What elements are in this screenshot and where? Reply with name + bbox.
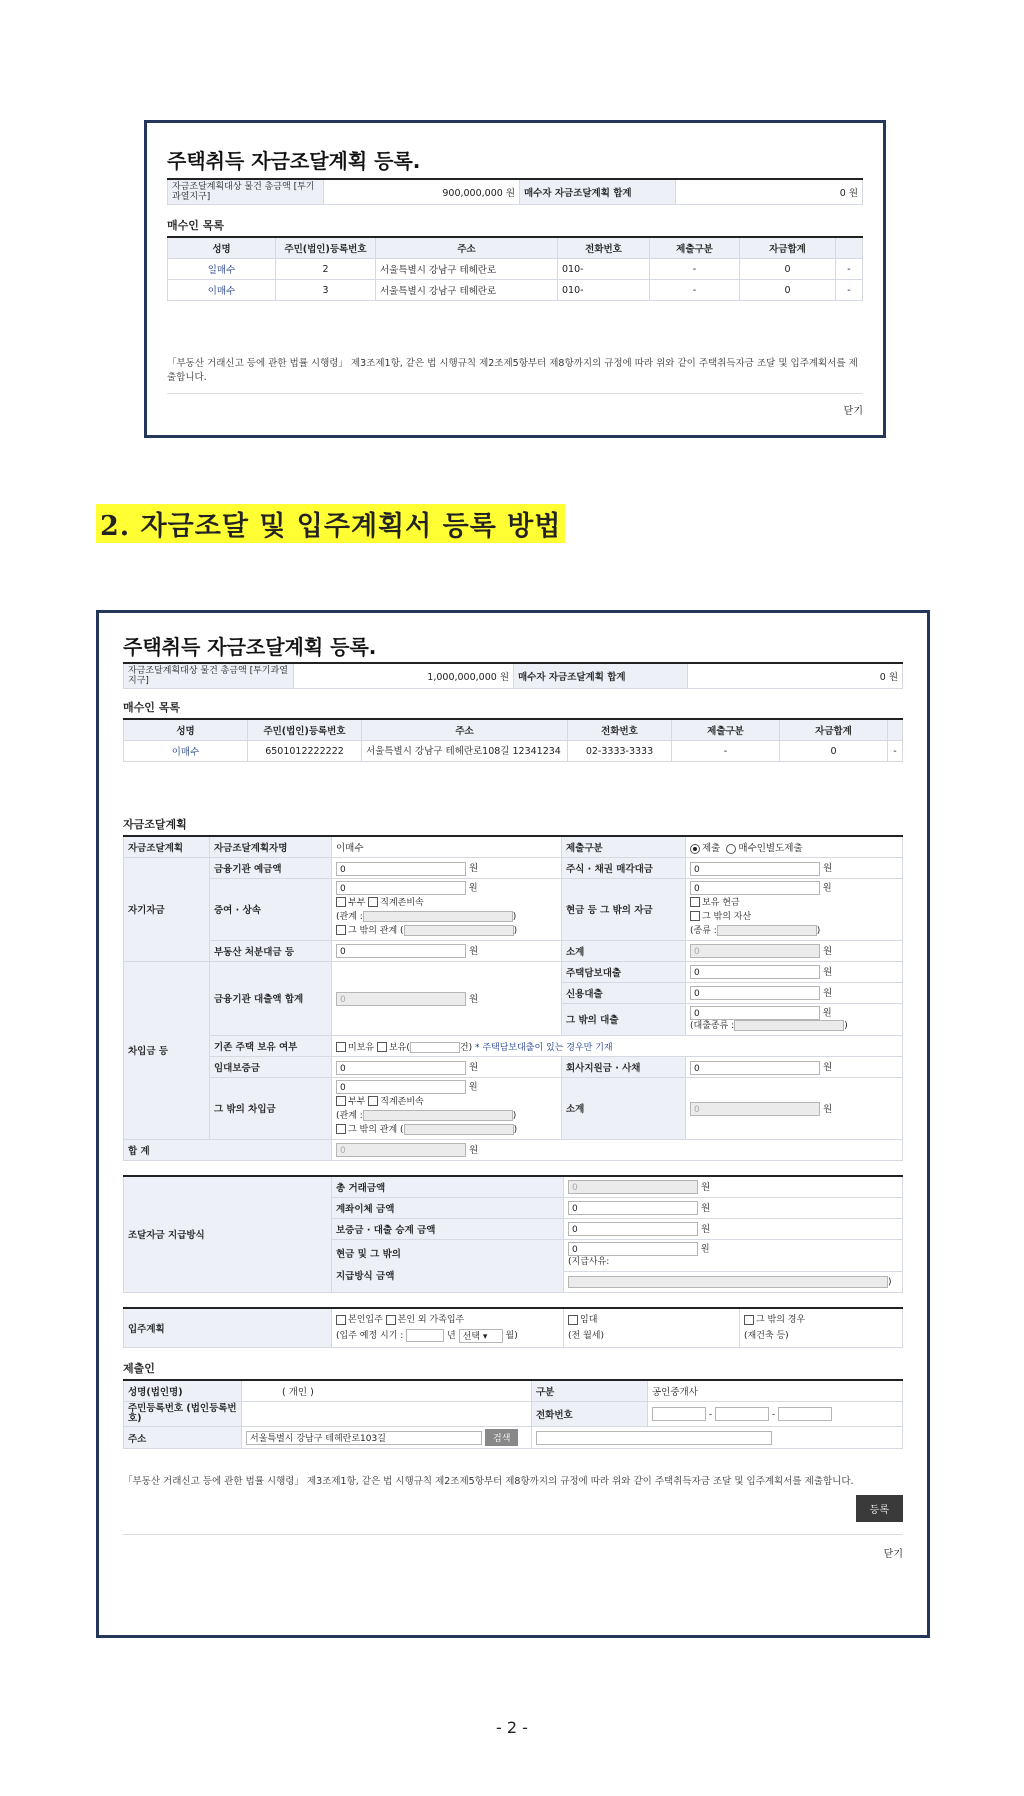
- table-row[interactable]: [168, 259, 863, 280]
- cash-input[interactable]: 0: [690, 881, 820, 895]
- buyer-table: [123, 718, 903, 762]
- reason-label: (지급사유:: [568, 1257, 610, 1267]
- realestate-label: 부동산 처분대금 등: [210, 940, 332, 961]
- summary-label: 자금조달계획대상 물건 총금액 [투기과열지구]: [168, 179, 324, 205]
- sum-label: 매수자 자금조달계획 합계: [514, 663, 688, 689]
- count-unit: 건): [459, 1042, 473, 1053]
- summary-label: 자금조달계획대상 물건 총금액 [투기과열지구]: [124, 663, 294, 689]
- summary-value: 1,000,000,000 원: [294, 663, 514, 689]
- own-count-input[interactable]: [410, 1042, 460, 1053]
- summary-table: [123, 662, 903, 689]
- paren: ): [513, 1124, 518, 1135]
- kind-input[interactable]: [717, 925, 817, 936]
- close-link[interactable]: 닫기: [883, 1549, 903, 1560]
- other-relation-input[interactable]: [404, 925, 514, 936]
- buyer-table: [167, 236, 863, 301]
- legal-notice: 「부동산 거래신고 등에 관한 법률 시행령」 제3조제1항, 같은 법 시행규칙 제2조제5항부터 제8항까지의 규정에 따라 위와 같이 주택취득자금 조달 및 입주계획서를 제출합니다.: [123, 1476, 854, 1487]
- reason-input[interactable]: [568, 1276, 888, 1288]
- col-id: 주민(법인)등록번호: [248, 719, 362, 741]
- submit-type-label: 제출구분: [562, 836, 686, 858]
- section-heading: 2. 자금조달 및 입주계획서 등록 방법: [96, 504, 565, 543]
- summary-table: [167, 178, 863, 205]
- total-trade-input: 0: [568, 1180, 698, 1194]
- buyer-submit: -: [672, 741, 780, 762]
- submitter-name-value: ( 개인 ): [242, 1380, 532, 1402]
- year-unit: 년: [447, 1331, 456, 1341]
- family-move-label: 본인 외 가족입주: [397, 1315, 465, 1325]
- own-subtotal-input: 0: [690, 944, 820, 958]
- submitter-table: [123, 1379, 903, 1449]
- lineal-label: 직계존비속: [380, 897, 424, 908]
- month-unit: 월): [505, 1331, 518, 1341]
- other-relation-checkbox[interactable]: [336, 1124, 346, 1134]
- stock-label: 주식 · 채권 매각대금: [562, 858, 686, 879]
- won-unit: 원: [823, 1062, 833, 1074]
- credit-label: 신용대출: [562, 982, 686, 1003]
- submitter-type-value: 공인중개사: [648, 1380, 903, 1402]
- won-unit: 원: [823, 863, 833, 875]
- funding-plan-table: [123, 835, 903, 1161]
- buyer-name-link[interactable]: 일매수: [168, 259, 276, 280]
- submit-radio[interactable]: [690, 844, 700, 854]
- phone-part1-input[interactable]: [652, 1407, 706, 1421]
- won-unit: 원: [469, 1144, 479, 1156]
- sum-value: 0 원: [676, 179, 863, 205]
- move-in-label: 입주계획: [124, 1308, 332, 1348]
- relation-label: (관계 :: [336, 1110, 363, 1121]
- company-support-input[interactable]: 0: [690, 1061, 820, 1075]
- won-unit: 원: [468, 883, 478, 894]
- lease-checkbox[interactable]: [568, 1315, 578, 1325]
- separate-submit-radio-label: 매수인별도제출: [738, 843, 803, 854]
- paren: ): [888, 1277, 892, 1288]
- submit-type-radios: [686, 836, 903, 858]
- buyer-phone: 010-: [558, 259, 650, 280]
- dash: -: [771, 1409, 776, 1420]
- couple-checkbox[interactable]: [336, 1096, 346, 1106]
- col-address: 주소: [376, 237, 558, 259]
- gift-label: 증여 · 상속: [210, 879, 332, 941]
- subtotal-label: 소계: [562, 940, 686, 961]
- other-borrow-label: 그 밖의 차입금: [210, 1078, 332, 1140]
- panel-2-title: 주택취득 자금조달계획 등록.: [123, 635, 377, 659]
- buyer-extra: -: [888, 741, 903, 762]
- won-unit: 원: [469, 945, 479, 957]
- buyer-phone: 02-3333-3333: [568, 741, 672, 762]
- won-unit: 원: [822, 1008, 832, 1018]
- phone-part3-input[interactable]: [778, 1407, 832, 1421]
- col-phone: 전화번호: [568, 719, 672, 741]
- buyer-extra: -: [836, 259, 863, 280]
- address-search-button[interactable]: 검색: [485, 1429, 518, 1446]
- cash-own-checkbox[interactable]: [690, 897, 700, 907]
- paren: ): [844, 1021, 848, 1031]
- lineal-label: 직계존비속: [380, 1096, 424, 1107]
- chevron-down-icon: ▾: [482, 1331, 488, 1342]
- summary-value: 900,000,000 원: [324, 179, 520, 205]
- submitter-name-label: 성명(법인명): [124, 1380, 242, 1402]
- gift-input[interactable]: 0: [336, 881, 466, 895]
- panel-1-title: 주택취득 자금조달계획 등록.: [167, 149, 421, 173]
- col-extra: [836, 237, 863, 259]
- company-support-label: 회사지원금 · 사채: [562, 1057, 686, 1078]
- other-relation-label: 그 밖의 관계 (: [348, 1124, 404, 1135]
- move-in-table: [123, 1307, 903, 1348]
- buyer-table-header: [124, 719, 903, 741]
- plan-section-title: 자금조달계획: [123, 818, 187, 831]
- mortgage-label: 주택담보대출: [562, 961, 686, 982]
- col-total: 자금합계: [780, 719, 888, 741]
- not-own-checkbox[interactable]: [336, 1042, 346, 1052]
- won-unit: 원: [469, 1062, 479, 1074]
- won-unit: 원: [823, 1103, 833, 1115]
- phone-part2-input[interactable]: [715, 1407, 769, 1421]
- buyer-section-title: 매수인 목록: [123, 701, 180, 714]
- won-unit: 원: [469, 993, 479, 1005]
- won-unit: 원: [822, 883, 832, 894]
- borrow-subtotal-label: 소계: [562, 1078, 686, 1140]
- self-move-label: 본인입주: [348, 1315, 383, 1325]
- other-case-label: 그 밖의 경우: [756, 1315, 806, 1325]
- lineal-checkbox[interactable]: [368, 897, 378, 907]
- lease-label: 임대: [580, 1315, 598, 1325]
- grand-total-label: 합 계: [124, 1139, 332, 1160]
- page-number: - 2 -: [496, 1718, 528, 1737]
- other-relation-label: 그 밖의 관계 (: [348, 925, 404, 936]
- planner-name: 이매수: [332, 836, 562, 858]
- col-name: 성명: [168, 237, 276, 259]
- address-input[interactable]: 서울특별시 강남구 테헤란로103길: [246, 1431, 482, 1445]
- succession-label: 보증금 · 대출 승계 금액: [332, 1218, 564, 1239]
- succession-input[interactable]: 0: [568, 1222, 698, 1236]
- regno-value: [242, 1402, 532, 1427]
- paren: ): [512, 911, 517, 922]
- won-unit: 원: [823, 987, 833, 999]
- relation-input[interactable]: [363, 1110, 513, 1121]
- won-unit: 원: [469, 863, 479, 875]
- buyer-address: 서울특별시 강남구 테헤란로108길 12341234: [362, 741, 568, 762]
- separate-submit-radio[interactable]: [726, 844, 736, 854]
- cash-own-label: 보유 현금: [702, 897, 740, 908]
- month-select-value: 선택: [462, 1331, 481, 1342]
- submitter-section-title: 제출인: [123, 1362, 155, 1375]
- realestate-input[interactable]: 0: [336, 944, 466, 958]
- table-row[interactable]: [168, 280, 863, 301]
- buyer-total: 0: [740, 280, 836, 301]
- paren: ): [816, 925, 821, 936]
- buyer-id: 2: [276, 259, 376, 280]
- schedule-label: (입주 예정 시기 :: [336, 1331, 404, 1341]
- account-transfer-input[interactable]: 0: [568, 1201, 698, 1215]
- deposit-input[interactable]: 0: [336, 862, 466, 876]
- cash-other-label: 현금 및 그 밖의: [336, 1248, 401, 1260]
- cash-label: 현금 등 그 밖의 자금: [562, 879, 686, 941]
- submitter-phone-label: 전화번호: [532, 1402, 648, 1427]
- cash-other-input[interactable]: 0: [568, 1242, 698, 1256]
- own-label: 보유(: [388, 1042, 410, 1053]
- lease-deposit-input[interactable]: 0: [336, 1061, 466, 1075]
- buyer-address: 서울특별시 강남구 테헤란로: [376, 280, 558, 301]
- buyer-submit: -: [650, 259, 740, 280]
- other-assets-checkbox[interactable]: [690, 911, 700, 921]
- method-amount-label: 지급방식 금액: [336, 1270, 395, 1282]
- loan-total-label: 금융기관 대출액 합계: [210, 961, 332, 1036]
- buyer-total: 0: [740, 259, 836, 280]
- won-unit: 원: [823, 945, 833, 957]
- borrowed-label: 차입금 등: [124, 961, 210, 1139]
- col-extra: [888, 719, 903, 741]
- plan-label: 자금조달계획: [124, 836, 210, 858]
- relation-input[interactable]: [363, 911, 513, 922]
- won-unit: 원: [701, 1181, 711, 1193]
- legal-notice: 「부동산 거래신고 등에 관한 법률 시행령」 제3조제1항, 같은 법 시행규칙 제2조제5항부터 제8항까지의 규정에 따라 위와 같이 주택취득자금 조달 및 입주계획서를 제출합니다.: [167, 358, 858, 383]
- own-checkbox[interactable]: [377, 1042, 387, 1052]
- other-loan-label: 그 밖의 대출: [562, 1003, 686, 1036]
- month-select[interactable]: [459, 1329, 503, 1343]
- paren: ): [513, 925, 518, 936]
- won-unit: 원: [701, 1202, 711, 1214]
- table-row[interactable]: [124, 741, 903, 762]
- register-button[interactable]: 등록: [856, 1495, 903, 1522]
- other-case-checkbox[interactable]: [744, 1315, 754, 1325]
- credit-input[interactable]: 0: [690, 986, 820, 1000]
- stock-input[interactable]: 0: [690, 862, 820, 876]
- account-transfer-label: 계좌이체 금액: [332, 1197, 564, 1218]
- lineal-checkbox[interactable]: [368, 1096, 378, 1106]
- payment-method-table: [123, 1175, 903, 1294]
- planner-label: 자금조달계획자명: [210, 836, 332, 858]
- col-submit: 제출구분: [650, 237, 740, 259]
- loan-total-input: 0: [336, 992, 466, 1006]
- col-total: 자금합계: [740, 237, 836, 259]
- sum-label: 매수자 자금조달계획 합계: [520, 179, 676, 205]
- col-address: 주소: [362, 719, 568, 741]
- buyer-total: 0: [780, 741, 888, 762]
- buyer-name-link[interactable]: 이매수: [168, 280, 276, 301]
- relation-label: (관계 :: [336, 911, 363, 922]
- buyer-section-title: 매수인 목록: [167, 219, 224, 232]
- col-id: 주민(법인)등록번호: [276, 237, 376, 259]
- col-phone: 전화번호: [558, 237, 650, 259]
- other-relation-input[interactable]: [404, 1124, 514, 1135]
- won-unit: 원: [701, 1223, 711, 1235]
- loan-kind-label: (대출종류 :: [690, 1021, 735, 1031]
- grand-total-input: 0: [336, 1143, 466, 1157]
- col-name: 성명: [124, 719, 248, 741]
- total-trade-label: 총 거래금액: [332, 1176, 564, 1198]
- won-unit: 원: [700, 1244, 710, 1254]
- address-detail-input[interactable]: [536, 1431, 772, 1445]
- buyer-table-header: [168, 237, 863, 259]
- mortgage-note: * 주택담보대출이 있는 경우만 기재: [474, 1042, 613, 1053]
- buyer-id: 3: [276, 280, 376, 301]
- move-year-input[interactable]: [406, 1329, 444, 1342]
- address-label: 주소: [124, 1427, 242, 1449]
- panel-1: [144, 120, 886, 438]
- mortgage-input[interactable]: 0: [690, 965, 820, 979]
- panel-2: [96, 610, 930, 1638]
- sum-value: 0 원: [688, 663, 903, 689]
- buyer-extra: -: [836, 280, 863, 301]
- loan-kind-input[interactable]: [734, 1020, 844, 1031]
- submit-radio-label: 제출: [702, 843, 721, 854]
- other-loan-input[interactable]: 0: [690, 1006, 820, 1020]
- borrow-subtotal-input: 0: [690, 1102, 820, 1116]
- self-move-checkbox[interactable]: [336, 1315, 346, 1325]
- kind-label: (종류 :: [690, 925, 717, 936]
- won-unit: 원: [823, 966, 833, 978]
- couple-label: 부부: [348, 897, 366, 908]
- close-link[interactable]: 닫기: [843, 406, 863, 417]
- buyer-name-link[interactable]: 이매수: [124, 741, 248, 762]
- lease-note: (전 월세): [568, 1331, 604, 1341]
- regno-label: 주민등록번호 (법인등록번호): [124, 1402, 242, 1427]
- couple-label: 부부: [348, 1096, 366, 1107]
- own-funds-label: 자기자금: [124, 858, 210, 962]
- deposit-label: 금융기관 예금액: [210, 858, 332, 879]
- existing-home-label: 기존 주택 보유 여부: [210, 1036, 332, 1057]
- payment-label: 조달자금 지급방식: [124, 1176, 332, 1293]
- buyer-phone: 010-: [558, 280, 650, 301]
- family-move-checkbox[interactable]: [386, 1315, 396, 1325]
- not-own-label: 미보유: [348, 1042, 375, 1053]
- lease-deposit-label: 임대보증금: [210, 1057, 332, 1078]
- couple-checkbox[interactable]: [336, 897, 346, 907]
- buyer-submit: -: [650, 280, 740, 301]
- buyer-id: 6501012222222: [248, 741, 362, 762]
- dash: -: [708, 1409, 713, 1420]
- paren: ): [512, 1110, 517, 1121]
- buyer-address: 서울특별시 강남구 테헤란로: [376, 259, 558, 280]
- won-unit: 원: [468, 1082, 478, 1093]
- submitter-type-label: 구분: [532, 1380, 648, 1402]
- other-relation-checkbox[interactable]: [336, 925, 346, 935]
- other-assets-label: 그 밖의 자산: [702, 911, 752, 922]
- other-case-note: (재건축 등): [744, 1331, 789, 1341]
- other-borrow-input[interactable]: 0: [336, 1080, 466, 1094]
- col-submit: 제출구분: [672, 719, 780, 741]
